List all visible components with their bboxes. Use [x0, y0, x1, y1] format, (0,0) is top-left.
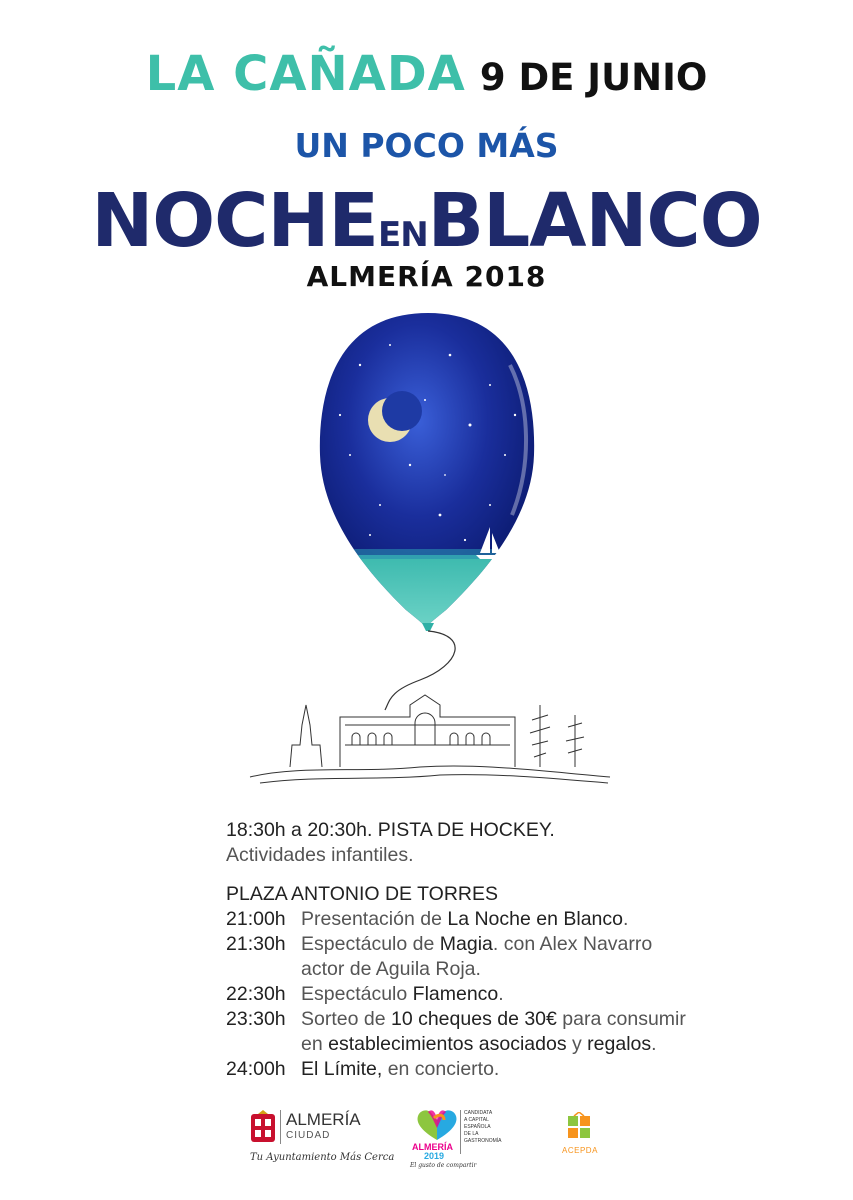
title-blanco: BLANCO: [427, 178, 762, 264]
schedule-row: [226, 932, 826, 957]
schedule-row: [226, 1057, 826, 1082]
schedule-time: 21:30h: [226, 933, 286, 955]
acepda-logo-icon: [566, 1112, 592, 1144]
logo2-year: 2019: [424, 1151, 445, 1161]
schedule-desc: Sorteo de 10 cheques de 30€ para consumir: [301, 1008, 686, 1030]
schedule-desc: en establecimientos asociados y regalos.: [301, 1033, 657, 1055]
coat-of-arms-icon: [248, 1110, 278, 1146]
schedule-row-cont: [226, 957, 826, 982]
logo1-sub: CIUDAD: [286, 1130, 331, 1141]
schedule-desc: Espectáculo Flamenco.: [301, 983, 504, 1005]
subtitle: UN POCO MÁS: [294, 126, 559, 165]
program: [226, 818, 826, 1082]
schedule-time: 24:00h: [226, 1058, 286, 1080]
schedule-desc: El Límite, en concierto.: [301, 1058, 500, 1080]
city-year: ALMERÍA 2018: [306, 260, 547, 293]
skyline-illustration: [250, 695, 610, 783]
header-place-date: [0, 46, 853, 102]
logo2-name: ALMERÍA: [412, 1142, 453, 1152]
program-venue: PLAZA ANTONIO DE TORRES: [226, 883, 499, 905]
schedule-row-cont: [226, 1032, 826, 1057]
logo3-name: ACEPDA: [562, 1146, 598, 1155]
logo1-name: ALMERÍA: [286, 1110, 361, 1129]
schedule-row: [226, 907, 826, 932]
schedule-row: [226, 982, 826, 1007]
schedule-desc: actor de Aguila Roja.: [301, 958, 481, 980]
schedule-time: 21:00h: [226, 908, 286, 930]
logo1-slogan: Tu Ayuntamiento Más Cerca: [250, 1152, 395, 1163]
logo2-tag: El gusto de compartir: [410, 1162, 477, 1169]
place-name: LA CAÑADA: [145, 46, 466, 102]
program-first-sub: Actividades infantiles.: [226, 844, 414, 866]
schedule-row: [226, 1007, 826, 1032]
event-date: 9 DE JUNIO: [479, 56, 708, 99]
schedule-desc: Espectáculo de Magia. con Alex Navarro: [301, 933, 653, 955]
logo2-side: CANDIDATA A CAPITAL ESPAÑOLA DE LA GASTRONOMÍA: [464, 1110, 502, 1144]
page-title: [0, 178, 853, 264]
heart-logo-icon: [414, 1108, 460, 1142]
title-en: EN: [377, 215, 428, 255]
schedule-time: 23:30h: [226, 1008, 286, 1030]
schedule-desc: Presentación de La Noche en Blanco.: [301, 908, 629, 930]
title-noche: NOCHE: [91, 178, 378, 264]
schedule-time: 22:30h: [226, 983, 286, 1005]
program-first-line: 18:30h a 20:30h. PISTA DE HOCKEY.: [226, 819, 555, 841]
balloon-illustration: [240, 305, 620, 799]
